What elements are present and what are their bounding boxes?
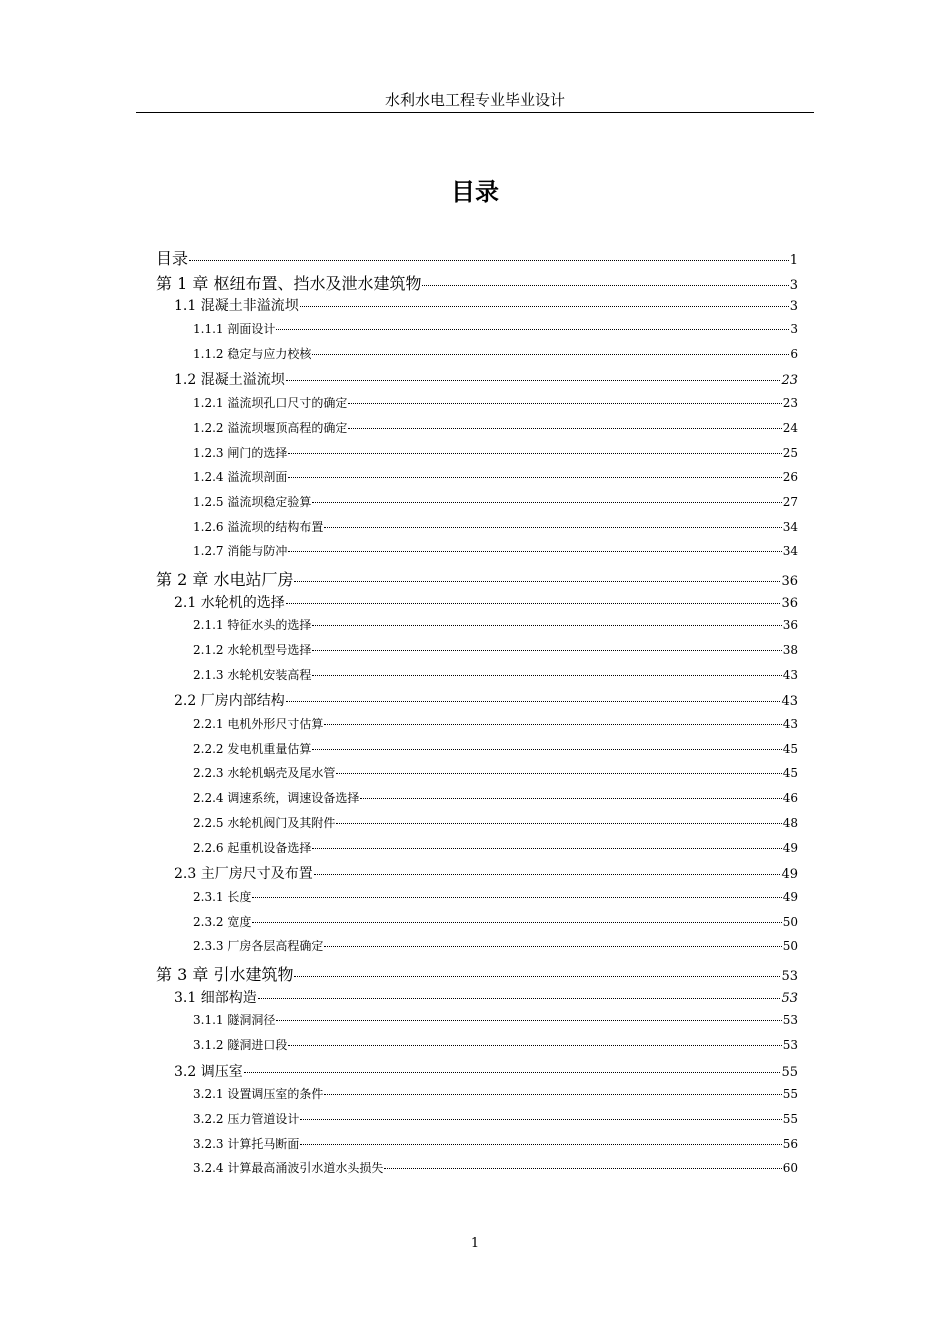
toc-entry-label: 1.2 混凝土溢流坝 bbox=[174, 372, 285, 389]
toc-leader-dots bbox=[324, 1094, 781, 1095]
toc-entry-page: 38 bbox=[782, 643, 798, 657]
toc-leader-dots bbox=[336, 823, 781, 824]
toc-entry-label: 3.1 细部构造 bbox=[174, 989, 257, 1006]
toc-leader-dots bbox=[294, 581, 780, 582]
toc-entry[interactable] bbox=[156, 616, 798, 641]
toc-entry[interactable] bbox=[156, 839, 798, 864]
page-title: 目录 bbox=[451, 178, 499, 206]
toc-entry-page: 34 bbox=[782, 544, 798, 559]
toc-entry-label: 目录 bbox=[156, 249, 189, 268]
toc-leader-dots bbox=[324, 946, 781, 947]
toc-leader-dots bbox=[314, 874, 781, 875]
table-of-contents bbox=[156, 246, 798, 1184]
toc-leader-dots bbox=[348, 403, 781, 404]
toc-leader-dots bbox=[286, 701, 781, 702]
toc-entry[interactable] bbox=[156, 1085, 798, 1110]
toc-entry-label: 1.2.7 消能与防冲 bbox=[193, 544, 288, 559]
toc-entry-page: 55 bbox=[781, 1064, 798, 1080]
toc-leader-dots bbox=[360, 798, 781, 799]
toc-entry[interactable] bbox=[156, 1135, 798, 1160]
toc-leader-dots bbox=[348, 428, 781, 429]
toc-leader-dots bbox=[312, 625, 781, 626]
toc-entry-label: 1.2.5 溢流坝稳定验算 bbox=[193, 494, 312, 509]
toc-entry[interactable] bbox=[156, 419, 798, 444]
toc-entry[interactable] bbox=[156, 320, 798, 345]
toc-leader-dots bbox=[300, 1144, 781, 1145]
toc-entry-label: 2.2 厂房内部结构 bbox=[174, 693, 285, 710]
toc-leader-dots bbox=[294, 976, 780, 977]
toc-entry-label: 2.1.1 特征水头的选择 bbox=[193, 618, 312, 633]
toc-entry[interactable] bbox=[156, 345, 798, 370]
toc-entry[interactable] bbox=[156, 740, 798, 765]
toc-entry[interactable] bbox=[156, 863, 798, 888]
toc-leader-dots bbox=[312, 848, 781, 849]
toc-leader-dots bbox=[189, 260, 789, 261]
toc-entry-label: 2.2.2 发电机重量估算 bbox=[193, 741, 312, 756]
toc-entry-page: 49 bbox=[782, 889, 798, 904]
toc-entry-label: 1.1 混凝土非溢流坝 bbox=[174, 298, 299, 315]
toc-leader-dots bbox=[300, 1119, 781, 1120]
header-text: 水利水电工程专业毕业设计 bbox=[384, 91, 565, 109]
toc-leader-dots bbox=[312, 354, 789, 355]
toc-entry-page: 53 bbox=[782, 1013, 798, 1028]
toc-entry-page: 53 bbox=[782, 1038, 798, 1052]
toc-entry-label: 3.2.1 设置调压室的条件 bbox=[193, 1087, 324, 1102]
toc-entry-label: 3.1.2 隧洞进口段 bbox=[193, 1038, 288, 1052]
toc-entry[interactable] bbox=[156, 1011, 798, 1036]
toc-entry-page: 27 bbox=[782, 494, 798, 509]
toc-entry-page: 49 bbox=[781, 867, 798, 883]
toc-entry-page: 23 bbox=[781, 373, 798, 389]
toc-entry[interactable] bbox=[156, 592, 798, 617]
toc-entry[interactable] bbox=[156, 962, 798, 987]
toc-leader-dots bbox=[312, 749, 781, 750]
toc-entry[interactable] bbox=[156, 937, 798, 962]
toc-leader-dots bbox=[324, 527, 781, 528]
toc-leader-dots bbox=[336, 773, 781, 774]
toc-entry[interactable] bbox=[156, 987, 798, 1012]
toc-entry[interactable] bbox=[156, 1110, 798, 1135]
toc-entry-label: 3.2.2 压力管道设计 bbox=[193, 1112, 300, 1127]
toc-entry[interactable] bbox=[156, 542, 798, 567]
toc-entry-page: 34 bbox=[782, 519, 798, 534]
toc-leader-dots bbox=[244, 1072, 781, 1073]
toc-entry[interactable] bbox=[156, 764, 798, 789]
toc-entry-label: 2.2.4 调速系统，调速设备选择 bbox=[193, 791, 360, 806]
toc-entry-page: 43 bbox=[781, 694, 798, 710]
toc-entry-label: 1.1.1 剖面设计 bbox=[193, 322, 276, 337]
toc-entry[interactable] bbox=[156, 913, 798, 938]
toc-entry[interactable] bbox=[156, 394, 798, 419]
toc-entry-page: 25 bbox=[782, 445, 798, 460]
toc-entry-label: 3.2.3 计算托马断面 bbox=[193, 1136, 300, 1151]
toc-entry-page: 50 bbox=[782, 939, 798, 954]
toc-entry-label: 2.2.1 电机外形尺寸估算 bbox=[193, 717, 324, 732]
toc-entry-page: 45 bbox=[782, 766, 798, 781]
toc-leader-dots bbox=[276, 1020, 781, 1021]
toc-entry-label: 2.1.3 水轮机安装高程 bbox=[193, 667, 312, 682]
toc-entry-page: 45 bbox=[782, 741, 798, 756]
toc-entry[interactable] bbox=[156, 369, 798, 394]
toc-leader-dots bbox=[286, 603, 781, 604]
toc-entry-page: 24 bbox=[782, 420, 798, 435]
toc-leader-dots bbox=[286, 380, 781, 381]
toc-entry[interactable] bbox=[156, 567, 798, 592]
toc-entry-page: 50 bbox=[782, 914, 798, 929]
toc-entry-label: 2.1.2 水轮机型号选择 bbox=[193, 643, 312, 657]
toc-leader-dots bbox=[258, 998, 781, 999]
toc-entry-label: 2.3 主厂房尺寸及布置 bbox=[174, 866, 313, 883]
toc-entry-label: 2.1 水轮机的选择 bbox=[174, 594, 285, 611]
toc-leader-dots bbox=[324, 724, 781, 725]
page-number: 1 bbox=[470, 1236, 480, 1251]
toc-leader-dots bbox=[312, 502, 781, 503]
toc-entry-page: 53 bbox=[781, 968, 798, 984]
toc-entry-label: 2.2.3 水轮机蜗壳及尾水管 bbox=[193, 766, 336, 781]
toc-entry-label: 2.3.1 长度 bbox=[193, 889, 252, 904]
toc-entry[interactable] bbox=[156, 789, 798, 814]
toc-entry[interactable] bbox=[156, 1159, 798, 1184]
toc-entry-label: 2.3.2 宽度 bbox=[193, 914, 252, 929]
toc-entry-label: 3.2.4 计算最高涌波引水道水头损失 bbox=[193, 1161, 384, 1176]
toc-leader-dots bbox=[252, 897, 781, 898]
toc-leader-dots bbox=[300, 306, 789, 307]
toc-entry-label: 1.2.1 溢流坝孔口尺寸的确定 bbox=[193, 396, 348, 411]
toc-leader-dots bbox=[422, 285, 788, 286]
page-header bbox=[136, 88, 814, 113]
toc-entry-page: 43 bbox=[782, 667, 798, 682]
toc-entry-label: 第 2 章 水电站厂房 bbox=[156, 569, 294, 589]
toc-entry-label: 3.2 调压室 bbox=[174, 1063, 243, 1080]
toc-entry-page: 36 bbox=[781, 573, 798, 589]
toc-leader-dots bbox=[312, 675, 781, 676]
toc-entry[interactable] bbox=[156, 246, 798, 271]
toc-entry-label: 1.1.2 稳定与应力校核 bbox=[193, 346, 312, 361]
toc-entry-page: 36 bbox=[781, 595, 798, 611]
toc-leader-dots bbox=[288, 477, 781, 478]
toc-leader-dots bbox=[252, 922, 781, 923]
toc-leader-dots bbox=[288, 551, 781, 552]
toc-entry-label: 2.2.5 水轮机阀门及其附件 bbox=[193, 815, 336, 830]
toc-leader-dots bbox=[384, 1168, 781, 1169]
toc-entry-label: 第 1 章 枢纽布置、挡水及泄水建筑物 bbox=[156, 273, 422, 293]
toc-entry-label: 第 3 章 引水建筑物 bbox=[156, 964, 294, 984]
toc-entry[interactable] bbox=[156, 814, 798, 839]
toc-entry[interactable] bbox=[156, 271, 798, 296]
toc-entry-label: 1.2.4 溢流坝剖面 bbox=[193, 470, 288, 485]
toc-leader-dots bbox=[288, 1045, 781, 1046]
toc-entry-page: 1 bbox=[789, 253, 798, 268]
toc-entry-page: 56 bbox=[782, 1136, 798, 1151]
toc-entry-label: 1.2.6 溢流坝的结构布置 bbox=[193, 519, 324, 534]
toc-entry[interactable] bbox=[156, 444, 798, 469]
toc-entry-page: 6 bbox=[790, 346, 798, 361]
toc-entry[interactable] bbox=[156, 468, 798, 493]
toc-entry-page: 55 bbox=[782, 1112, 798, 1127]
toc-entry-label: 3.1.1 隧洞洞径 bbox=[193, 1013, 276, 1028]
toc-entry-label: 2.2.6 起重机设备选择 bbox=[193, 840, 312, 855]
toc-entry-page: 49 bbox=[782, 840, 798, 855]
toc-entry[interactable] bbox=[156, 1061, 798, 1086]
toc-leader-dots bbox=[312, 650, 781, 651]
toc-entry[interactable] bbox=[156, 1036, 798, 1061]
toc-entry-page: 53 bbox=[781, 990, 798, 1006]
toc-entry-page: 3 bbox=[789, 299, 798, 315]
toc-entry-page: 26 bbox=[782, 470, 798, 485]
toc-entry-label: 1.2.3 闸门的选择 bbox=[193, 445, 288, 460]
toc-entry-page: 55 bbox=[782, 1087, 798, 1102]
toc-entry-page: 36 bbox=[782, 618, 798, 633]
toc-entry[interactable] bbox=[156, 493, 798, 518]
toc-entry-page: 46 bbox=[782, 791, 798, 806]
toc-entry-label: 2.3.3 厂房各层高程确定 bbox=[193, 939, 324, 954]
toc-entry[interactable] bbox=[156, 518, 798, 543]
toc-entry[interactable] bbox=[156, 641, 798, 666]
toc-leader-dots bbox=[288, 453, 781, 454]
toc-entry[interactable] bbox=[156, 715, 798, 740]
toc-entry-page: 60 bbox=[782, 1161, 798, 1176]
toc-entry-label: 1.2.2 溢流坝堰顶高程的确定 bbox=[193, 420, 348, 435]
toc-entry-page: 48 bbox=[782, 815, 798, 830]
toc-entry-page: 3 bbox=[790, 322, 798, 337]
toc-entry[interactable] bbox=[156, 295, 798, 320]
toc-entry-page: 23 bbox=[782, 396, 798, 411]
toc-entry-page: 43 bbox=[782, 717, 798, 732]
toc-entry[interactable] bbox=[156, 666, 798, 691]
toc-leader-dots bbox=[276, 329, 789, 330]
toc-entry[interactable] bbox=[156, 888, 798, 913]
toc-entry[interactable] bbox=[156, 690, 798, 715]
toc-entry-page: 3 bbox=[789, 277, 798, 293]
